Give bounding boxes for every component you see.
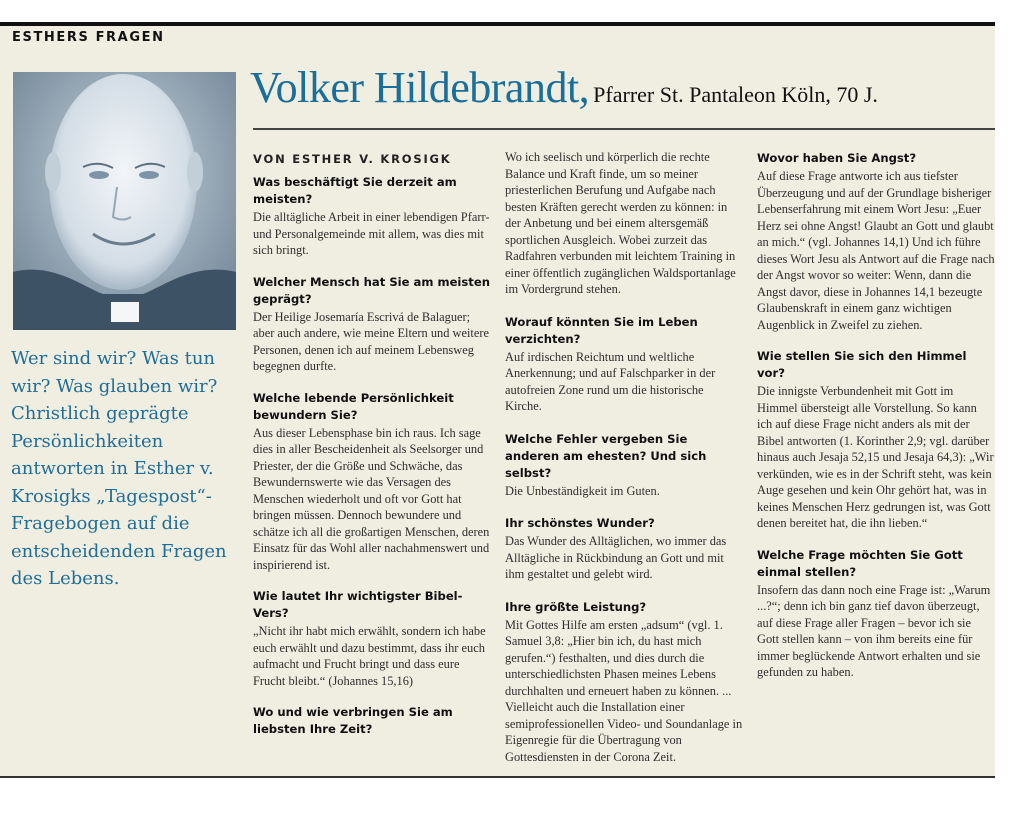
question: Was beschäftigt Sie derzeit am meisten?	[253, 175, 457, 206]
portrait-photo	[13, 72, 236, 330]
qa-item	[253, 588, 491, 689]
answer: „Nicht ihr habt mich erwählt, sondern ich habe euch erwählt und dazu bestimmt, dass ihr euch aufmacht und Frucht bringt und dass eure Frucht bleibt.“ (Johannes 15,16)	[253, 624, 486, 688]
qa-item	[253, 274, 491, 375]
title-divider	[253, 128, 995, 130]
qa-item	[757, 150, 995, 333]
qa-item	[253, 174, 491, 259]
person-name: Volker Hildebrandt,	[250, 63, 590, 112]
question: Welcher Mensch hat Sie am meisten geprägt?	[253, 274, 490, 306]
qa-item	[505, 431, 743, 500]
question: Welche lebende Persönlichkeit bewundern Sie?	[253, 390, 454, 422]
section-label: ESTHERS FRAGEN	[12, 30, 165, 45]
answer: Auf diese Frage antworte ich aus tiefster Überzeugung und auf der Grundlage bisheriger Lebenserfahrung mit einem Wort Jesu: „Euer Herz sei ohne Angst! Glaubt an Gott und glaubt an mich.“ (vgl. Johannes 14,1) Und ich führe dieses Wort Jesu als Antwort auf die Frage nach der Angst wovor so weiter: Wenn, dann die Angst davor, diese in Johannes 14,1 bezeugte Glaubenskraft in einem ganz wichtigen Augenblick in Zweifel zu ziehen.	[757, 169, 995, 332]
answer: Mit Gottes Hilfe am ersten „adsum“ (vgl. 1. Samuel 3,8: „Hier bin ich, du hast mich gerufen.“) festhalten, und dies durch die unterschiedlichsten Phasen meines Lebens durchhalten und erneuert haben zu können. ... Vielleicht auch die Installation einer semiprofessionellen Video- und Soundanlage in Eigenregie für die Übertragung von Gottesdiensten in der Corona Zeit.	[505, 617, 743, 764]
bottom-rule	[0, 776, 995, 778]
question: Wie stellen Sie sich den Himmel vor?	[757, 349, 967, 380]
answer: Das Wunder des Alltäglichen, wo immer das Alltägliche in Rückbindung an Gott und mit ihm gestaltet und gelebt wird.	[505, 534, 727, 581]
qa-item	[757, 348, 995, 532]
answer: Die Unbeständigkeit im Guten.	[505, 483, 660, 498]
qa-item	[253, 390, 491, 574]
answer: Insofern das dann noch eine Frage ist: „Warum ...?“; denn ich bin ganz tief davon überzeugt, auf diese Frage aller Fragen – bevor ich sie Gott stellen kann – von ihm bereits eine für immer beglückende Antwort erhalten und sie gefunden zu haben.	[757, 582, 991, 679]
question: Welche Frage möchten Sie Gott einmal stellen?	[757, 547, 963, 579]
question: Wie lautet Ihr wichtigster Bibel-Vers?	[253, 589, 463, 620]
column-1	[253, 150, 491, 753]
answer: Der Heilige Josemaría Escrivá de Balaguer; aber auch andere, wie meine Eltern und weitere Personen, denen ich auf meinem Lebensweg begegnen durfte.	[253, 309, 489, 373]
byline: VON ESTHER V. KROSIGK	[253, 152, 452, 166]
question: Welche Fehler vergeben Sie anderen am ehesten? Und sich selbst?	[505, 431, 707, 480]
qa-item	[505, 314, 743, 415]
question: Ihre größte Leistung?	[505, 599, 647, 614]
column-2	[505, 149, 743, 781]
qa-item	[505, 149, 743, 298]
portrait-icon	[13, 72, 236, 330]
column-3	[757, 150, 995, 696]
qa-item	[757, 547, 995, 681]
person-role: Pfarrer St. Pantaleon Köln, 70 J.	[593, 82, 878, 107]
question: Wovor haben Sie Angst?	[757, 151, 917, 165]
answer: Die innigste Verbundenheit mit Gott im Himmel übersteigt alle Vorstellung. So kann ich auf diese Frage nicht anders als mit der Bibel antworten (1. Korinther 2,9; vgl. darüber hinaus auch Jesaja 52,15 und Jesaja 64,3): „Wir verkünden, wie es in der Schrift steht, was kein Auge gesehen und kein Ohr gehört hat, was in keines Menschen Herz gedrungen ist, was Gott denen bereitet hat, die ihn lieben.“	[757, 384, 994, 530]
top-rule	[0, 22, 995, 26]
qa-item	[505, 599, 743, 766]
page-title	[250, 62, 1010, 113]
answer: Auf irdischen Reichtum und weltliche Anerkennung; und auf Falschparker in der autofreien Zone rund um die historische Kirche.	[505, 349, 716, 413]
question: Worauf könnten Sie im Leben verzichten?	[505, 314, 698, 346]
answer: Aus dieser Lebensphase bin ich raus. Ich sage dies in aller Bescheidenheit als Seelsorger und Priester, der die Größe und Schwäche, das Bewundernswerte wie das Versagen des Menschen wiederholt und oft vor Gott hat bringen müssen. Dennoch bewundere und schätze ich all die großartigen Menschen, deren Einsatz für das Wohl aller nachahmenswert und inspirierend ist.	[253, 425, 490, 572]
qa-item	[253, 704, 491, 738]
question: Ihr schönstes Wunder?	[505, 516, 655, 530]
answer: Die alltägliche Arbeit in einer lebendigen Pfarr- und Personalgemeinde mit allem, was dies mit sich bringt.	[253, 210, 490, 257]
intro-text: Wer sind wir? Was tun wir? Was glauben wir? Christlich geprägte Persönlichkeiten antworten in Esther v. Krosigks „Tagespost“-Fragebogen auf die entscheidenden Fragen des Lebens.	[11, 348, 227, 589]
question: Wo und wie verbringen Sie am liebsten Ihre Zeit?	[253, 705, 453, 736]
qa-item	[505, 515, 743, 583]
answer: Wo ich seelisch und körperlich die rechte Balance und Kraft finde, um so meiner priesterlichen Berufung und Aufgabe nach besten Kräften gerecht werden zu können: in der Anbetung und bei einem altersgemäß sportlichen Ausgleich. Wobei zurzeit das Radfahren verbunden mit leichtem Training in einer öffentlich zugänglichen Waldsportanlage im Vordergrund stehen.	[505, 150, 736, 296]
